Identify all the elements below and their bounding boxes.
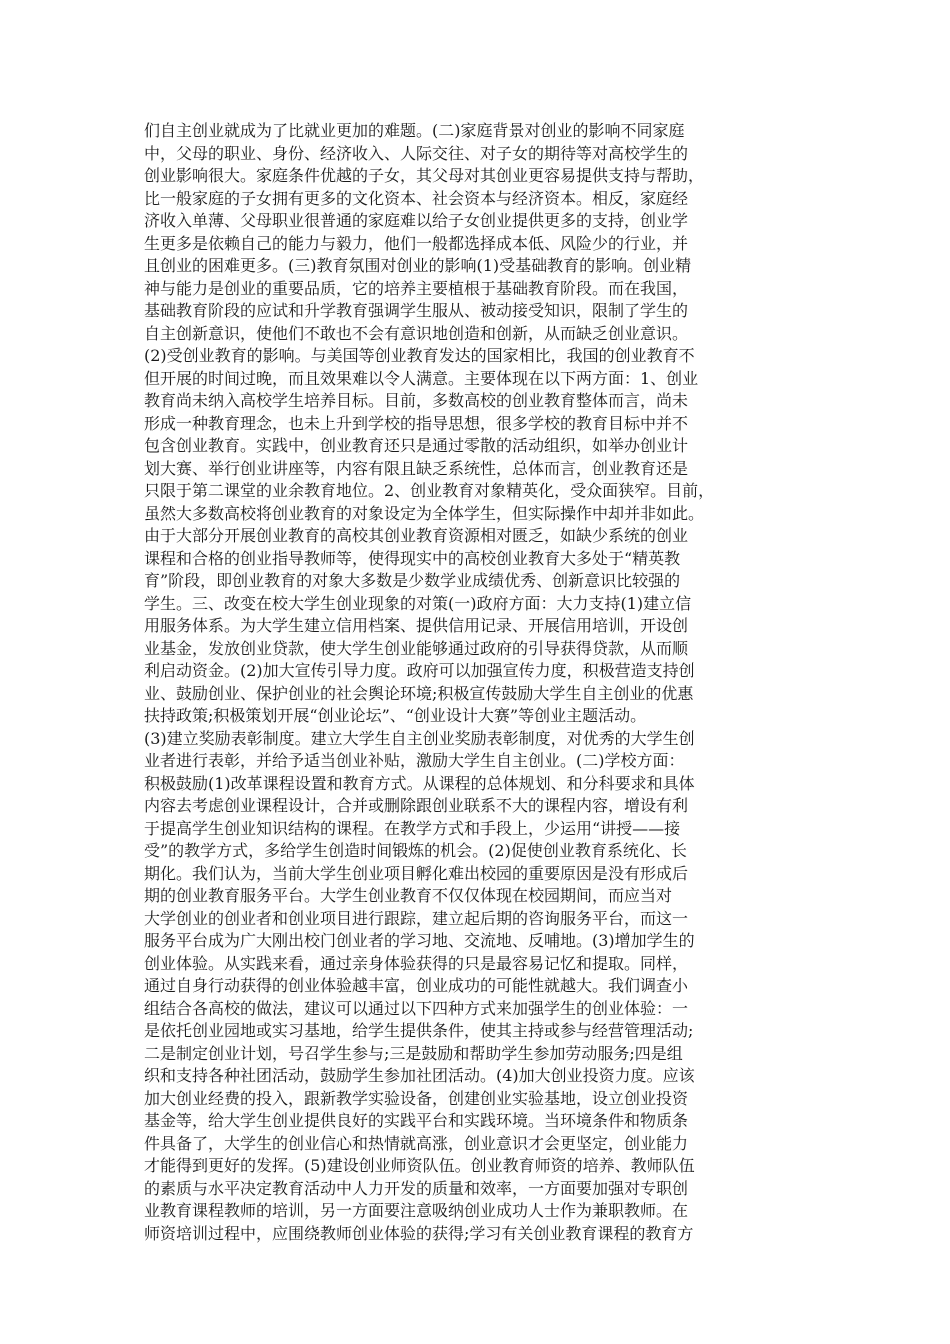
- text-line: 大学创业的创业者和创业项目进行跟踪，建立起后期的咨询服务平台，而这一: [144, 908, 689, 928]
- text-line: 育”阶段，即创业教育的对象大多数是少数学业成绩优秀、创新意识比较强的: [144, 571, 681, 590]
- text-line: 课程和合格的创业指导教师等，使得现实中的高校创业教育大多处于“精英教: [144, 548, 681, 568]
- text-line: 们自主创业就成为了比就业更加的难题。(二)家庭背景对创业的影响不同家庭: [144, 121, 685, 140]
- text-line: 的素质与水平决定教育活动中人力开发的质量和效率，一方面要加强对专职创: [144, 1178, 689, 1198]
- text-line: 基础教育阶段的应试和升学教育强调学生服从、被动接受知识，限制了学生的: [144, 301, 689, 320]
- text-line: (3)建立奖励表彰制度。建立大学生自主创业奖励表彰制度，对优秀的大学生创: [144, 728, 695, 748]
- text-line: 由于大部分开展创业教育的高校其创业教育资源相对匮乏，如缺少系统的创业: [144, 526, 689, 545]
- text-line: 期化。我们认为，当前大学生创业项目孵化难出校园的重要原因是没有形成后: [144, 863, 689, 883]
- text-line: 师资培训过程中，应围绕教师创业体验的获得;学习有关创业教育课程的教育方: [144, 1223, 694, 1243]
- text-line: 基金等，给大学生创业提供良好的实践平台和实践环境。当环境条件和物质条: [144, 1111, 689, 1130]
- text-line: 内容去考虑创业课程设计，合并或删除跟创业联系不大的课程内容，增设有利: [144, 796, 689, 815]
- text-line: 才能得到更好的发挥。(5)建设创业师资队伍。创业教育师资的培养、教师队伍: [144, 1156, 695, 1175]
- body-text: [144, 120, 806, 1245]
- text-line: 创业影响很大。家庭条件优越的子女，其父母对其创业更容易提供支持与帮助，: [144, 166, 705, 185]
- text-line: 生更多是依赖自己的能力与毅力，他们一般都选择成本低、风险少的行业，并: [144, 233, 689, 253]
- text-line: 虽然大多数高校将创业教育的对象设定为全体学生，但实际操作中却并非如此。: [144, 503, 705, 523]
- text-line: 二是制定创业计划，号召学生参与;三是鼓励和帮助学生参加劳动服务;四是组: [144, 1043, 683, 1063]
- text-line: 组结合各高校的做法，建议可以通过以下四种方式来加强学生的创业体验：一: [144, 998, 689, 1018]
- text-line: 积极鼓励(1)改革课程设置和教育方式。从课程的总体规划、和分科要求和具体: [144, 773, 695, 793]
- text-line: 比一般家庭的子女拥有更多的文化资本、社会资本与经济资本。相反，家庭经: [144, 188, 689, 208]
- text-line: 包含创业教育。实践中，创业教育还只是通过零散的活动组织，如举办创业计: [144, 436, 689, 455]
- text-line: 教育尚未纳入高校学生培养目标。目前，多数高校的创业教育整体而言，尚未: [144, 391, 689, 410]
- text-line: 件具备了，大学生的创业信心和热情就高涨，创业意识才会更坚定，创业能力: [144, 1133, 689, 1153]
- text-line: 加大创业经费的投入，跟新教学实验设备，创建创业实验基地，设立创业投资: [144, 1088, 689, 1108]
- text-line: 划大赛、举行创业讲座等，内容有限且缺乏系统性，总体而言，创业教育还是: [144, 458, 689, 478]
- text-line: 用服务体系。为大学生建立信用档案、提供信用记录、开展信用培训，开设创: [144, 616, 689, 635]
- text-line: 织和支持各种社团活动，鼓励学生参加社团活动。(4)加大创业投资力度。应该: [144, 1066, 695, 1085]
- text-line: 受”的教学方式，多给学生创造时间锻炼的机会。(2)促使创业教育系统化、长: [144, 841, 687, 860]
- text-line: 通过自身行动获得的创业体验越丰富，创业成功的可能性就越大。我们调查小: [144, 976, 689, 995]
- text-line: 业者进行表彰，并给予适当创业补贴，激励大学生自主创业。(二)学校方面：: [144, 751, 685, 770]
- text-line: 济收入单薄、父母职业很普通的家庭难以给子女创业提供更多的支持，创业学: [144, 211, 689, 230]
- text-line: 期的创业教育服务平台。大学生创业教育不仅仅体现在校园期间，而应当对: [144, 886, 673, 905]
- text-line: 且创业的困难更多。(三)教育氛围对创业的影响(1)受基础教育的影响。创业精: [144, 256, 692, 275]
- text-line: 业教育课程教师的培训，另一方面要注意吸纳创业成功人士作为兼职教师。在: [144, 1201, 689, 1220]
- text-line: 创业体验。从实践来看，通过亲身体验获得的只是最容易记忆和提取。同样，: [144, 953, 689, 973]
- text-line: 是依托创业园地或实习基地，给学生提供条件，使其主持或参与经营管理活动;: [144, 1021, 694, 1040]
- text-line: 扶持政策;积极策划开展“创业论坛”、“创业设计大赛”等创业主题活动。: [144, 706, 647, 725]
- text-line: 利启动资金。(2)加大宣传引导力度。政府可以加强宣传力度，积极营造支持创: [144, 661, 695, 680]
- text-line: 学生。三、改变在校大学生创业现象的对策(一)政府方面：大力支持(1)建立信: [144, 593, 692, 613]
- text-line: 神与能力是创业的重要品质，它的培养主要植根于基础教育阶段。而在我国，: [144, 278, 689, 298]
- text-line: 形成一种教育理念，也未上升到学校的指导思想，很多学校的教育目标中并不: [144, 413, 689, 433]
- text-line: 中，父母的职业、身份、经济收入、人际交往、对子女的期待等对高校学生的: [144, 143, 689, 163]
- text-line: 业、鼓励创业、保护创业的社会舆论环境;积极宣传鼓励大学生自主创业的优惠: [144, 683, 694, 703]
- text-line: 服务平台成为广大刚出校门创业者的学习地、交流地、反哺地。(3)增加学生的: [144, 931, 695, 950]
- text-line: 业基金，发放创业贷款，使大学生创业能够通过政府的引导获得贷款，从而顺: [144, 638, 689, 658]
- text-line: 但开展的时间过晚，而且效果难以令人满意。主要体现在以下两方面：1、创业: [144, 368, 699, 388]
- text-line: 自主创新意识，使他们不敢也不会有意识地创造和创新，从而缺乏创业意识。: [144, 323, 689, 343]
- text-line: 于提高学生创业知识结构的课程。在教学方式和手段上，少运用“讲授——接: [144, 818, 681, 838]
- text-line: (2)受创业教育的影响。与美国等创业教育发达的国家相比，我国的创业教育不: [144, 346, 695, 365]
- text-line: 只限于第二课堂的业余教育地位。2、创业教育对象精英化，受众面狭窄。目前，: [144, 481, 715, 500]
